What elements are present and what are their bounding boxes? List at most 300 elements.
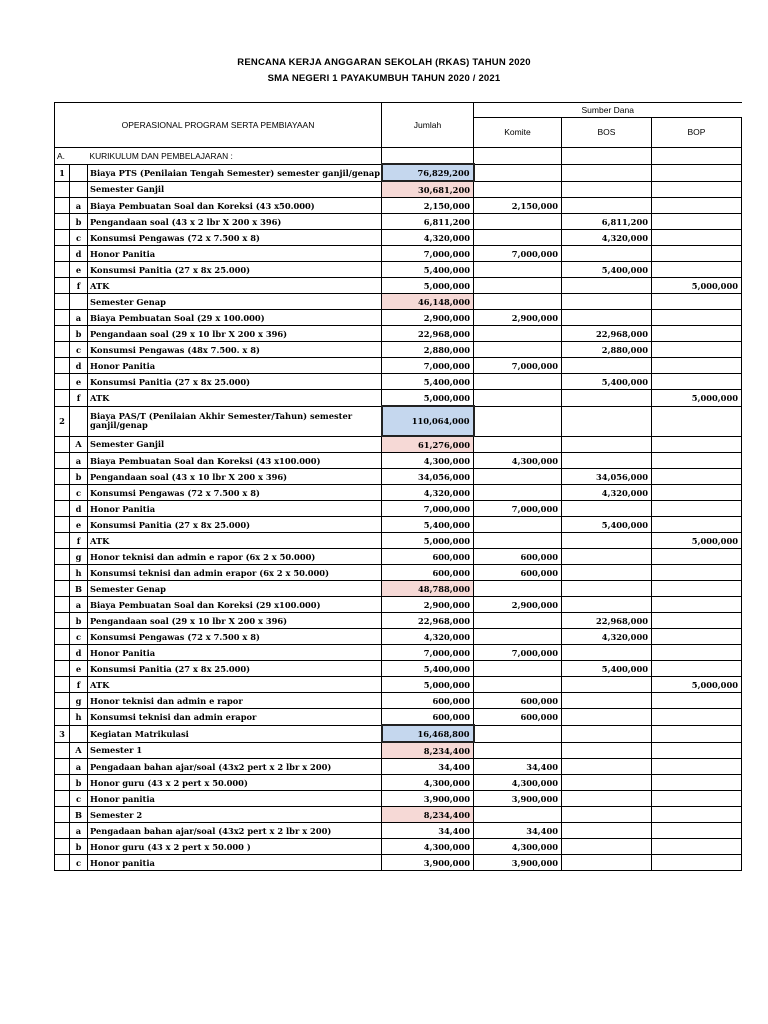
document-title: RENCANA KERJA ANGGARAN SEKOLAH (RKAS) TAHUN 2020: [237, 57, 531, 68]
row-description: Honor panitia: [88, 855, 382, 871]
table-row: [55, 565, 742, 581]
row-description: Kegiatan Matrikulasi: [88, 725, 382, 742]
row-number: [55, 358, 70, 374]
row-number: [55, 742, 70, 759]
row-bos: [562, 198, 652, 214]
table-row: [55, 693, 742, 709]
row-sub-code: A: [70, 436, 88, 453]
row-description: Honor guru (43 x 2 pert x 50.000): [88, 775, 382, 791]
row-sub-code: a: [70, 823, 88, 839]
row-komite: [474, 406, 562, 436]
row-description: Biaya Pembuatan Soal dan Koreksi (29 x100.000): [88, 597, 382, 613]
row-sub-code: c: [70, 791, 88, 807]
row-bos: [562, 839, 652, 855]
row-bop: [652, 469, 742, 485]
table-row: [55, 645, 742, 661]
row-description: Biaya Pembuatan Soal dan Koreksi (43 x100.000): [88, 453, 382, 469]
row-jumlah: 5,000,000: [382, 677, 474, 693]
table-row: [55, 775, 742, 791]
empty-cell: [562, 148, 652, 165]
row-bop: [652, 164, 742, 181]
row-description: Honor teknisi dan admin e rapor (6x 2 x 50.000): [88, 549, 382, 565]
empty-cell: [474, 148, 562, 165]
row-jumlah: 4,320,000: [382, 230, 474, 246]
row-description: ATK: [88, 390, 382, 407]
row-description: Semester 1: [88, 742, 382, 759]
row-number: [55, 436, 70, 453]
row-description: Biaya PTS (Penilaian Tengah Semester) semester ganjil/genap: [88, 164, 382, 181]
row-komite: 600,000: [474, 565, 562, 581]
row-description: Biaya PAS/T (Penilaian Akhir Semester/Tahun) semester ganjil/genap: [88, 406, 382, 436]
row-bop: [652, 262, 742, 278]
table-row: [55, 501, 742, 517]
program-header: OPERASIONAL PROGRAM SERTA PEMBIAYAAN: [55, 103, 382, 148]
row-bos: [562, 693, 652, 709]
table-row: [55, 791, 742, 807]
row-komite: [474, 181, 562, 198]
row-jumlah: 7,000,000: [382, 358, 474, 374]
bos-header: BOS: [562, 117, 652, 147]
row-description: Pengadaan bahan ajar/soal (43x2 pert x 2 lbr x 200): [88, 823, 382, 839]
row-sub-code: c: [70, 230, 88, 246]
row-description: Honor Panitia: [88, 501, 382, 517]
row-komite: [474, 517, 562, 533]
row-description: ATK: [88, 677, 382, 693]
row-description: Pengadaan bahan ajar/soal (43x2 pert x 2 lbr x 200): [88, 759, 382, 775]
table-row: [55, 709, 742, 726]
row-bos: [562, 358, 652, 374]
row-komite: 7,000,000: [474, 645, 562, 661]
table-row: [55, 390, 742, 407]
row-bop: [652, 501, 742, 517]
row-bos: [562, 725, 652, 742]
row-number: [55, 278, 70, 294]
row-number: [55, 342, 70, 358]
table-row: [55, 485, 742, 501]
row-bos: [562, 390, 652, 407]
row-komite: [474, 294, 562, 310]
row-jumlah: 7,000,000: [382, 501, 474, 517]
row-description: Pengandaan soal (29 x 10 lbr X 200 x 396): [88, 613, 382, 629]
table-row: [55, 246, 742, 262]
row-sub-code: [70, 294, 88, 310]
table-row: [55, 453, 742, 469]
row-bos: [562, 501, 652, 517]
section-a-row: [55, 148, 742, 165]
row-number: [55, 709, 70, 726]
row-number: [55, 469, 70, 485]
row-sub-code: c: [70, 342, 88, 358]
row-bos: [562, 246, 652, 262]
row-description: Semester Ganjil: [88, 436, 382, 453]
row-bos: [562, 597, 652, 613]
row-bos: [562, 565, 652, 581]
row-sub-code: g: [70, 549, 88, 565]
row-bos: 4,320,000: [562, 485, 652, 501]
row-jumlah: 7,000,000: [382, 645, 474, 661]
row-sub-code: d: [70, 246, 88, 262]
row-bos: [562, 709, 652, 726]
row-komite: [474, 469, 562, 485]
row-bos: [562, 164, 652, 181]
row-jumlah: 4,300,000: [382, 775, 474, 791]
row-bop: [652, 581, 742, 597]
row-description: Honor guru (43 x 2 pert x 50.000 ): [88, 839, 382, 855]
row-bos: [562, 759, 652, 775]
row-jumlah: 7,000,000: [382, 246, 474, 262]
row-jumlah: 2,880,000: [382, 342, 474, 358]
section-a-label: KURIKULUM DAN PEMBELAJARAN :: [88, 148, 382, 165]
row-number: [55, 181, 70, 198]
row-komite: [474, 436, 562, 453]
row-sub-code: e: [70, 661, 88, 677]
table-row: [55, 406, 742, 436]
row-bop: [652, 181, 742, 198]
table-row: [55, 613, 742, 629]
row-number: [55, 839, 70, 855]
table-row: [55, 181, 742, 198]
row-komite: 34,400: [474, 823, 562, 839]
row-bop: [652, 565, 742, 581]
row-sub-code: f: [70, 533, 88, 549]
row-bop: [652, 310, 742, 326]
row-jumlah: 5,000,000: [382, 390, 474, 407]
row-number: [55, 310, 70, 326]
row-jumlah: 5,000,000: [382, 278, 474, 294]
row-sub-code: e: [70, 374, 88, 390]
row-description: Konsumsi teknisi dan admin erapor (6x 2 x 50.000): [88, 565, 382, 581]
row-bos: 22,968,000: [562, 326, 652, 342]
row-bop: [652, 775, 742, 791]
row-description: Semester Genap: [88, 581, 382, 597]
row-komite: [474, 390, 562, 407]
row-bop: [652, 453, 742, 469]
sumber-dana-header: Sumber Dana: [474, 103, 742, 118]
row-jumlah: 600,000: [382, 693, 474, 709]
row-jumlah: 2,900,000: [382, 597, 474, 613]
row-bop: [652, 198, 742, 214]
row-komite: 7,000,000: [474, 501, 562, 517]
row-number: [55, 581, 70, 597]
row-bos: [562, 453, 652, 469]
row-jumlah: 2,150,000: [382, 198, 474, 214]
row-komite: [474, 214, 562, 230]
row-komite: [474, 613, 562, 629]
row-number: 2: [55, 406, 70, 436]
table-row: [55, 677, 742, 693]
row-sub-code: d: [70, 645, 88, 661]
row-sub-code: b: [70, 839, 88, 855]
row-sub-code: [70, 406, 88, 436]
row-number: [55, 246, 70, 262]
row-sub-code: e: [70, 262, 88, 278]
row-bos: [562, 775, 652, 791]
row-komite: 2,900,000: [474, 597, 562, 613]
table-row: [55, 581, 742, 597]
row-jumlah: 6,811,200: [382, 214, 474, 230]
row-bos: 34,056,000: [562, 469, 652, 485]
table-row: [55, 742, 742, 759]
document-subtitle: SMA NEGERI 1 PAYAKUMBUH TAHUN 2020 / 2021: [267, 73, 501, 84]
header-row-1: [55, 103, 742, 118]
row-komite: 600,000: [474, 693, 562, 709]
row-bos: [562, 294, 652, 310]
row-sub-code: g: [70, 693, 88, 709]
row-komite: 600,000: [474, 709, 562, 726]
row-bos: [562, 310, 652, 326]
row-number: [55, 214, 70, 230]
row-bos: 22,968,000: [562, 613, 652, 629]
row-bos: [562, 549, 652, 565]
row-bop: [652, 230, 742, 246]
row-sub-code: a: [70, 453, 88, 469]
row-description: Biaya Pembuatan Soal (29 x 100.000): [88, 310, 382, 326]
row-bos: 5,400,000: [562, 262, 652, 278]
row-sub-code: d: [70, 358, 88, 374]
table-row: [55, 436, 742, 453]
row-number: [55, 597, 70, 613]
row-komite: [474, 230, 562, 246]
table-row: [55, 230, 742, 246]
row-bop: [652, 807, 742, 823]
row-number: [55, 759, 70, 775]
table-row: [55, 164, 742, 181]
row-description: Semester 2: [88, 807, 382, 823]
row-number: [55, 262, 70, 278]
row-bos: [562, 581, 652, 597]
row-number: [55, 629, 70, 645]
table-row: [55, 839, 742, 855]
row-sub-code: [70, 164, 88, 181]
row-number: [55, 823, 70, 839]
row-number: [55, 294, 70, 310]
row-jumlah: 8,234,400: [382, 742, 474, 759]
row-sub-code: b: [70, 613, 88, 629]
row-sub-code: b: [70, 214, 88, 230]
row-description: Honor Panitia: [88, 645, 382, 661]
row-jumlah: 600,000: [382, 549, 474, 565]
row-sub-code: d: [70, 501, 88, 517]
table-row: [55, 294, 742, 310]
row-number: [55, 517, 70, 533]
row-bos: [562, 436, 652, 453]
row-komite: [474, 629, 562, 645]
row-jumlah: 5,400,000: [382, 517, 474, 533]
row-description: Honor panitia: [88, 791, 382, 807]
row-bos: 4,320,000: [562, 629, 652, 645]
row-bos: [562, 823, 652, 839]
row-komite: [474, 742, 562, 759]
row-number: [55, 374, 70, 390]
row-description: Honor Panitia: [88, 246, 382, 262]
row-sub-code: a: [70, 597, 88, 613]
row-komite: [474, 533, 562, 549]
row-description: Konsumsi Panitia (27 x 8x 25.000): [88, 374, 382, 390]
row-number: [55, 775, 70, 791]
row-jumlah: 22,968,000: [382, 613, 474, 629]
row-number: [55, 533, 70, 549]
row-komite: [474, 262, 562, 278]
row-bop: [652, 661, 742, 677]
row-sub-code: c: [70, 855, 88, 871]
row-komite: 34,400: [474, 759, 562, 775]
row-number: 3: [55, 725, 70, 742]
row-description: Semester Genap: [88, 294, 382, 310]
row-number: [55, 501, 70, 517]
row-sub-code: f: [70, 390, 88, 407]
table-row: [55, 533, 742, 549]
row-bop: [652, 517, 742, 533]
row-jumlah: 3,900,000: [382, 855, 474, 871]
row-number: [55, 791, 70, 807]
row-bop: [652, 214, 742, 230]
row-description: Konsumsi Pengawas (72 x 7.500 x 8): [88, 629, 382, 645]
row-bos: 5,400,000: [562, 661, 652, 677]
table-row: [55, 214, 742, 230]
row-bop: [652, 406, 742, 436]
row-komite: 3,900,000: [474, 791, 562, 807]
row-bop: [652, 791, 742, 807]
budget-table: [54, 102, 742, 871]
row-bop: 5,000,000: [652, 278, 742, 294]
row-bos: [562, 406, 652, 436]
row-jumlah: 2,900,000: [382, 310, 474, 326]
table-row: [55, 807, 742, 823]
row-description: Honor Panitia: [88, 358, 382, 374]
row-sub-code: f: [70, 677, 88, 693]
row-komite: [474, 485, 562, 501]
row-bop: [652, 823, 742, 839]
row-sub-code: b: [70, 326, 88, 342]
row-description: Konsumsi Panitia (27 x 8x 25.000): [88, 661, 382, 677]
row-komite: [474, 807, 562, 823]
row-jumlah: 8,234,400: [382, 807, 474, 823]
row-komite: 7,000,000: [474, 358, 562, 374]
row-description: Pengandaan soal (43 x 10 lbr X 200 x 396): [88, 469, 382, 485]
row-komite: 3,900,000: [474, 855, 562, 871]
row-sub-code: B: [70, 807, 88, 823]
row-komite: 4,300,000: [474, 839, 562, 855]
row-sub-code: a: [70, 310, 88, 326]
row-jumlah: 4,320,000: [382, 485, 474, 501]
row-bos: [562, 742, 652, 759]
row-bop: [652, 759, 742, 775]
row-description: Konsumsi Panitia (27 x 8x 25.000): [88, 517, 382, 533]
row-bos: [562, 181, 652, 198]
row-sub-code: c: [70, 485, 88, 501]
table-row: [55, 469, 742, 485]
row-sub-code: a: [70, 198, 88, 214]
row-number: [55, 565, 70, 581]
row-number: [55, 807, 70, 823]
bop-header: BOP: [652, 117, 742, 147]
row-jumlah: 22,968,000: [382, 326, 474, 342]
row-number: [55, 613, 70, 629]
row-description: ATK: [88, 533, 382, 549]
row-komite: [474, 164, 562, 181]
row-bop: [652, 597, 742, 613]
row-komite: [474, 661, 562, 677]
row-komite: 2,900,000: [474, 310, 562, 326]
row-bos: [562, 791, 652, 807]
row-bop: 5,000,000: [652, 390, 742, 407]
row-jumlah: 76,829,200: [382, 164, 474, 181]
table-row: [55, 278, 742, 294]
table-row: [55, 823, 742, 839]
row-number: [55, 855, 70, 871]
row-bos: [562, 533, 652, 549]
row-number: [55, 326, 70, 342]
row-bop: [652, 294, 742, 310]
table-row: [55, 358, 742, 374]
table-row: [55, 262, 742, 278]
row-number: [55, 453, 70, 469]
row-jumlah: 34,400: [382, 759, 474, 775]
table-row: [55, 310, 742, 326]
row-bos: 4,320,000: [562, 230, 652, 246]
table-row: [55, 759, 742, 775]
row-jumlah: 34,056,000: [382, 469, 474, 485]
row-bos: [562, 278, 652, 294]
row-komite: 4,300,000: [474, 453, 562, 469]
table-row: [55, 326, 742, 342]
row-number: [55, 693, 70, 709]
row-bop: [652, 374, 742, 390]
row-number: [55, 198, 70, 214]
empty-cell: [652, 148, 742, 165]
row-komite: [474, 278, 562, 294]
row-bop: [652, 693, 742, 709]
row-description: Semester Ganjil: [88, 181, 382, 198]
row-bos: [562, 807, 652, 823]
table-row: [55, 517, 742, 533]
table-row: [55, 342, 742, 358]
row-number: [55, 390, 70, 407]
row-jumlah: 48,788,000: [382, 581, 474, 597]
row-bos: 6,811,200: [562, 214, 652, 230]
row-sub-code: f: [70, 278, 88, 294]
row-description: ATK: [88, 278, 382, 294]
row-jumlah: 5,400,000: [382, 661, 474, 677]
row-description: Konsumsi Pengawas (72 x 7.500 x 8): [88, 485, 382, 501]
row-bop: [652, 709, 742, 726]
table-row: [55, 725, 742, 742]
row-sub-code: b: [70, 469, 88, 485]
row-komite: [474, 342, 562, 358]
row-sub-code: h: [70, 565, 88, 581]
row-bos: 5,400,000: [562, 374, 652, 390]
row-bop: [652, 342, 742, 358]
row-jumlah: 5,400,000: [382, 262, 474, 278]
row-jumlah: 4,300,000: [382, 453, 474, 469]
row-jumlah: 3,900,000: [382, 791, 474, 807]
row-bos: [562, 855, 652, 871]
table-row: [55, 629, 742, 645]
row-jumlah: 61,276,000: [382, 436, 474, 453]
row-description: Biaya Pembuatan Soal dan Koreksi (43 x50.000): [88, 198, 382, 214]
row-bop: [652, 246, 742, 262]
jumlah-header: Jumlah: [382, 103, 474, 148]
row-bos: 5,400,000: [562, 517, 652, 533]
row-description: Konsumsi teknisi dan admin erapor: [88, 709, 382, 726]
row-sub-code: B: [70, 581, 88, 597]
row-bop: [652, 549, 742, 565]
table-row: [55, 661, 742, 677]
row-bop: [652, 358, 742, 374]
row-description: Pengandaan soal (43 x 2 lbr X 200 x 396): [88, 214, 382, 230]
row-sub-code: A: [70, 742, 88, 759]
row-jumlah: 34,400: [382, 823, 474, 839]
